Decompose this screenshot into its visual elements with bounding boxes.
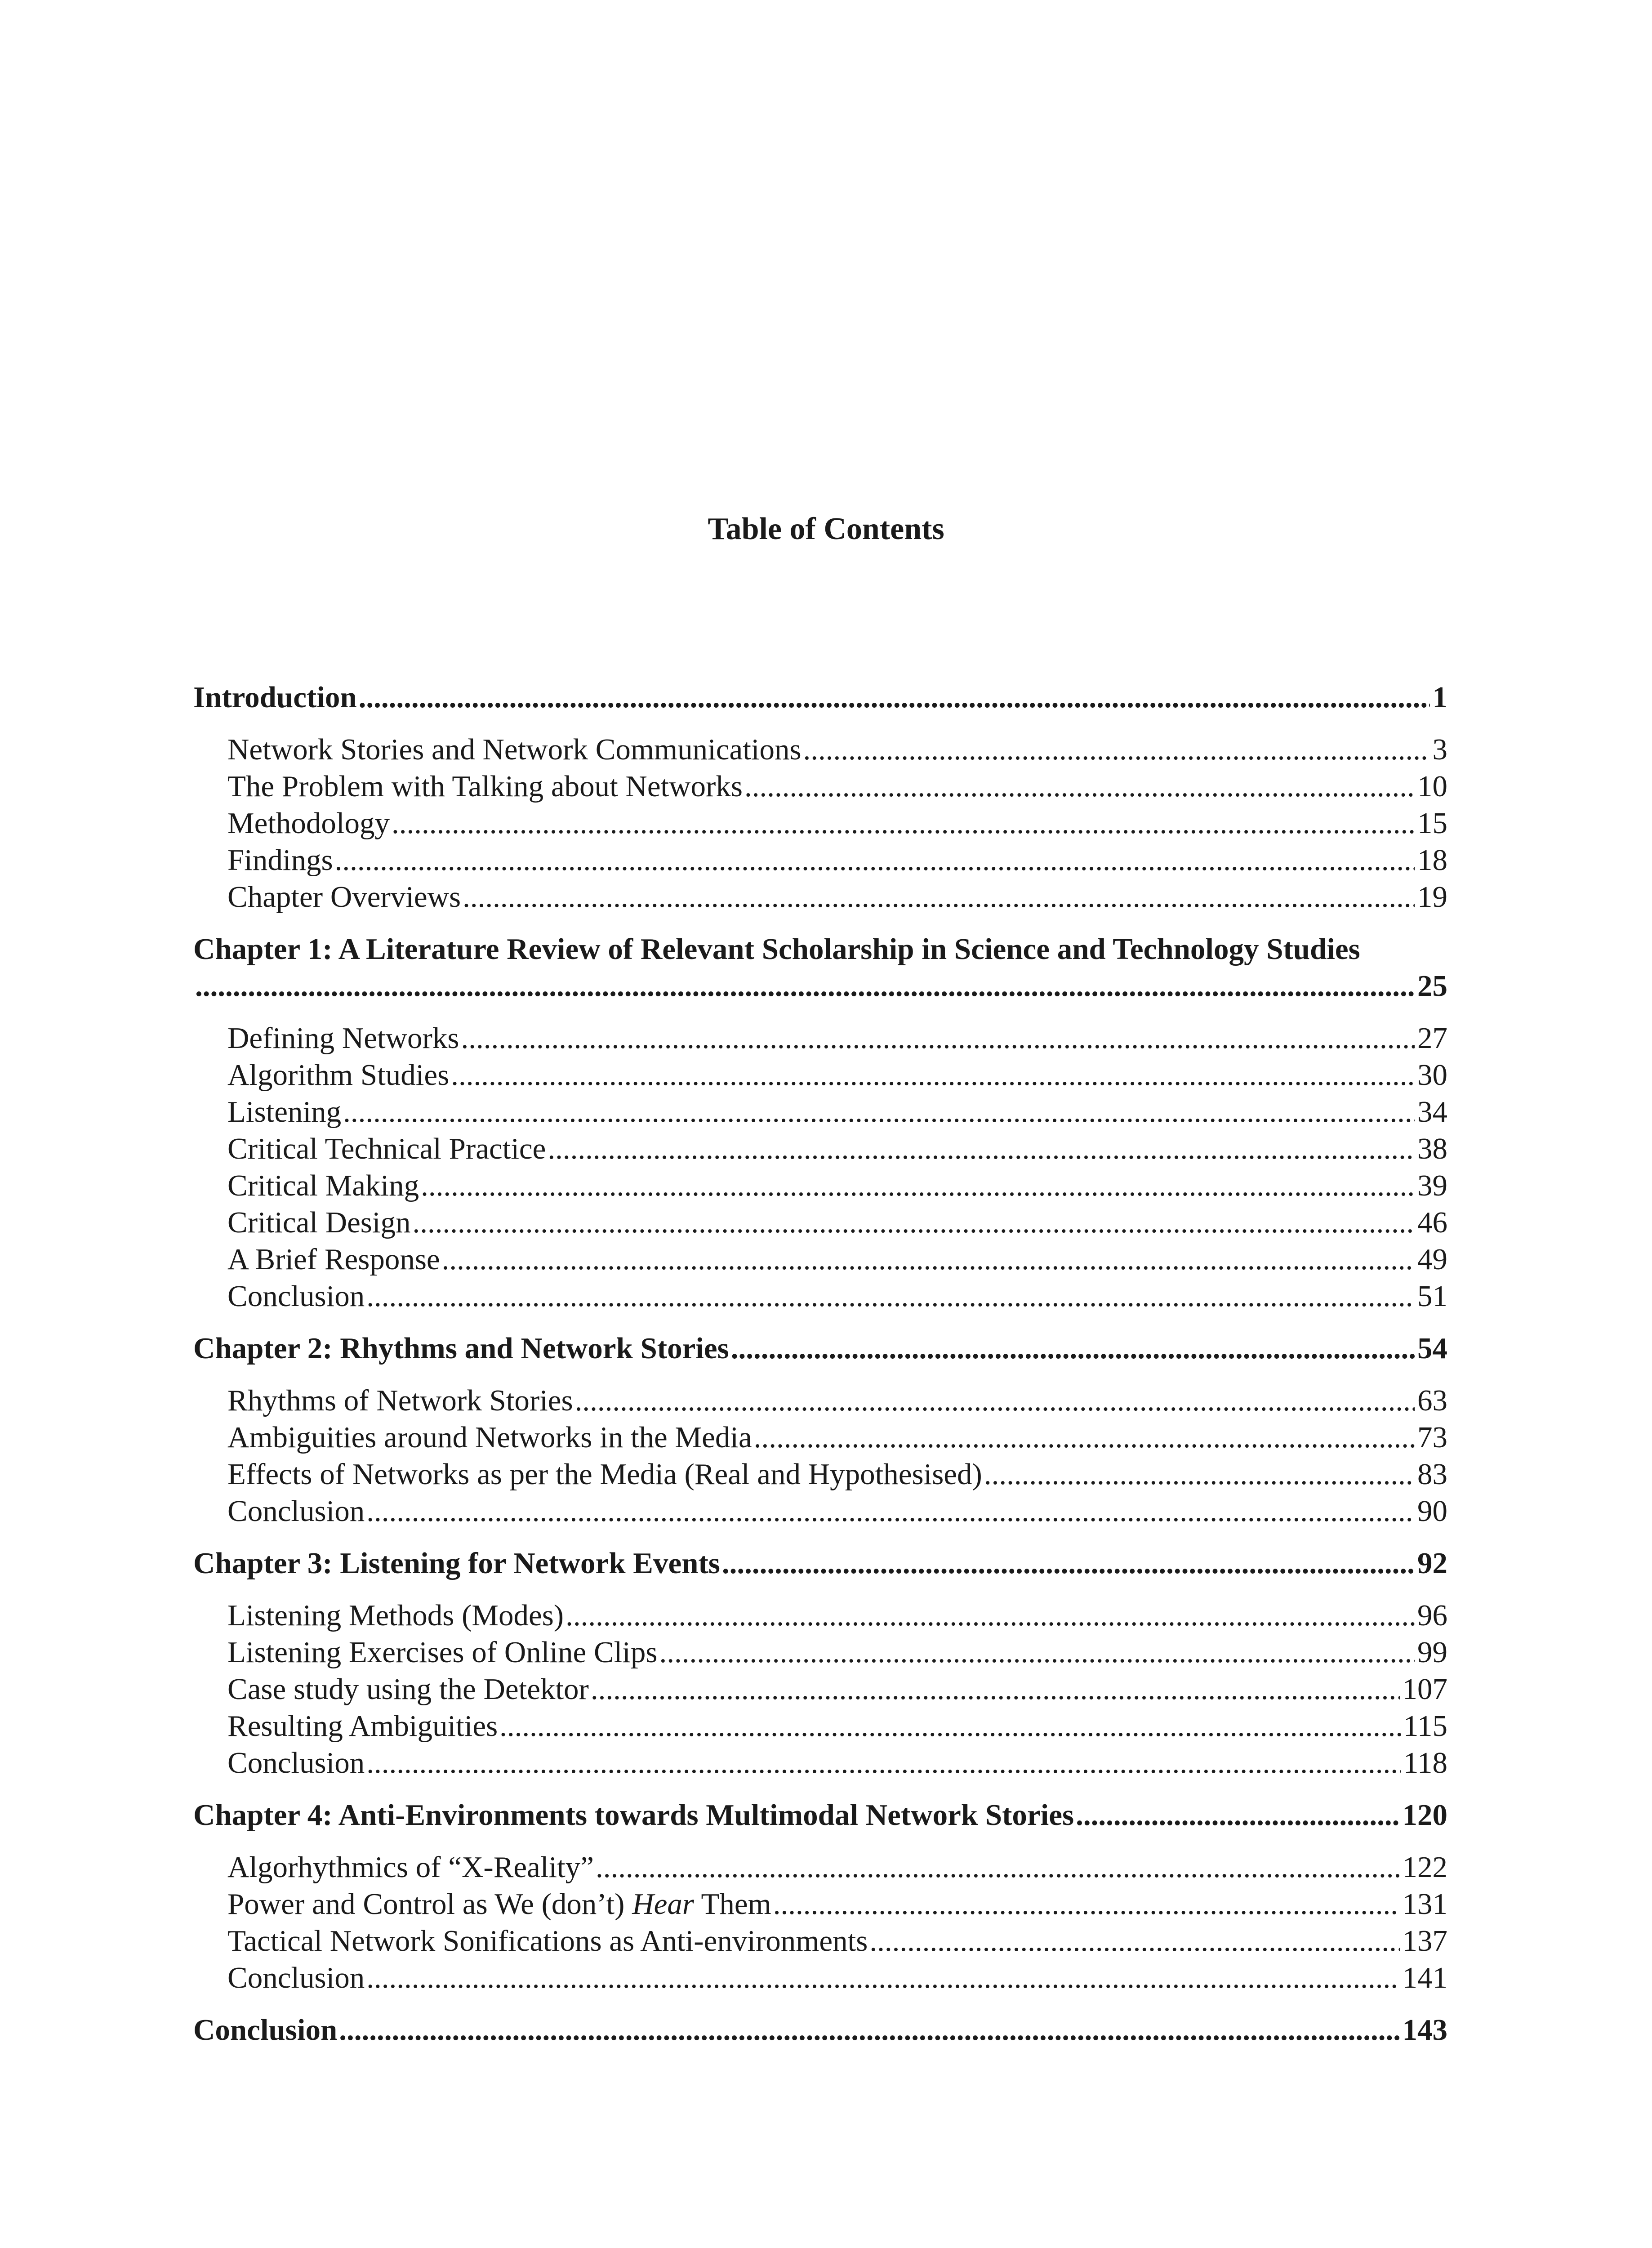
toc-section-entry-page-number: 15	[1417, 807, 1447, 840]
dot-leader	[461, 1020, 1415, 1057]
toc-section-entry[interactable]	[193, 805, 1447, 842]
toc-section-entry[interactable]	[193, 768, 1447, 805]
toc-section-entry[interactable]	[193, 1708, 1447, 1744]
toc-section-entry-title: Rhythms of Network Stories	[227, 1384, 573, 1417]
toc-section-entry-page-number: 49	[1417, 1243, 1447, 1276]
toc-section-entry-title: The Problem with Talking about Networks	[227, 770, 743, 803]
toc-section-entry[interactable]	[193, 1241, 1447, 1278]
toc-section-entry-page-number: 73	[1417, 1421, 1447, 1454]
toc-section-entry-title: Algorhythmics of “X-Reality”	[227, 1851, 594, 1884]
dot-leader	[339, 2012, 1399, 2048]
toc-chapter-entry[interactable]	[193, 679, 1447, 716]
dot-leader	[335, 842, 1415, 879]
dot-leader	[421, 1167, 1415, 1204]
toc-section-entry[interactable]	[193, 1456, 1447, 1493]
toc-section-entry[interactable]	[193, 842, 1447, 879]
dot-leader	[366, 1959, 1399, 1996]
dot-leader	[566, 1597, 1415, 1634]
toc-section-entry[interactable]	[193, 1886, 1447, 1922]
toc-section-entry-title: Power and Control as We (don’t) Hear Them	[227, 1887, 771, 1921]
toc-chapter-entry-page-number: 120	[1402, 1798, 1447, 1832]
toc-section-entry-page-number: 107	[1402, 1673, 1447, 1706]
toc-chapter-entry-title: Introduction	[193, 681, 357, 714]
dot-leader	[575, 1382, 1415, 1419]
toc-section-entry-title: Critical Design	[227, 1206, 411, 1239]
dot-leader	[548, 1130, 1415, 1167]
toc-section-entry-page-number: 122	[1402, 1851, 1447, 1884]
toc-section-entry-title: Algorithm Studies	[227, 1058, 450, 1092]
dot-leader	[1076, 1797, 1399, 1833]
toc-chapter-entry-page-number: 1	[1432, 681, 1447, 714]
toc-section-entry[interactable]	[193, 1922, 1447, 1959]
toc-section-entry[interactable]	[193, 1382, 1447, 1419]
toc-section-entry[interactable]	[193, 1020, 1447, 1057]
toc-section-entry[interactable]	[193, 1849, 1447, 1886]
toc-section-entry[interactable]	[193, 1419, 1447, 1456]
toc-section-entry-page-number: 19	[1417, 880, 1447, 914]
toc-chapter-entry-title: Chapter 4: Anti-Environments towards Multimodal Network Stories	[193, 1798, 1074, 1832]
dot-leader	[596, 1849, 1400, 1886]
toc-section-entry-page-number: 38	[1417, 1132, 1447, 1165]
toc-section-entry-title: Conclusion	[227, 1961, 365, 1994]
toc-section-entry-page-number: 27	[1417, 1021, 1447, 1055]
toc-chapter-entry-title: Chapter 3: Listening for Network Events	[193, 1547, 720, 1580]
dot-leader	[359, 679, 1430, 716]
dot-leader	[591, 1671, 1400, 1708]
toc-section-entry-title: Resulting Ambiguities	[227, 1709, 498, 1743]
dot-leader	[803, 731, 1430, 768]
dot-leader	[195, 968, 1415, 1004]
toc-section-entry[interactable]	[193, 1744, 1447, 1781]
dot-leader	[463, 879, 1415, 915]
dot-leader	[366, 1493, 1415, 1530]
toc-section-entry[interactable]	[193, 1093, 1447, 1130]
toc-section-entry[interactable]	[193, 879, 1447, 915]
dot-leader	[744, 768, 1415, 805]
toc-section-entry-page-number: 131	[1402, 1887, 1447, 1921]
page-title: Table of Contents	[708, 512, 944, 546]
toc-section-entry-page-number: 90	[1417, 1494, 1447, 1528]
toc-section-entry-page-number: 34	[1417, 1095, 1447, 1128]
toc-section-entry-title: Findings	[227, 843, 333, 877]
toc-section-entry-page-number: 30	[1417, 1058, 1447, 1092]
dot-leader	[366, 1278, 1415, 1315]
toc-section-entry[interactable]	[193, 731, 1447, 768]
toc-section-entry-page-number: 3	[1432, 733, 1447, 766]
dot-leader	[366, 1744, 1401, 1781]
toc-section-entry-page-number: 118	[1403, 1746, 1447, 1780]
toc-chapter-entry[interactable]	[193, 1797, 1447, 1833]
toc-section-entry-title: A Brief Response	[227, 1243, 440, 1276]
dot-leader	[754, 1419, 1415, 1456]
toc-section-entry[interactable]	[193, 1493, 1447, 1530]
toc-section-entry-title: Critical Technical Practice	[227, 1132, 546, 1165]
toc-section-entry-title: Chapter Overviews	[227, 880, 461, 914]
toc-section-entry-title: Effects of Networks as per the Media (Real and Hypothesised)	[227, 1458, 982, 1491]
toc-chapter-entry[interactable]	[193, 968, 1447, 1004]
toc-chapter-entry-page-number: 25	[1417, 969, 1447, 1003]
toc-section-entry-page-number: 141	[1402, 1961, 1447, 1994]
toc-section-entry-page-number: 51	[1417, 1280, 1447, 1313]
dot-leader	[451, 1057, 1415, 1093]
toc-section-entry-title: Critical Making	[227, 1169, 419, 1202]
dot-leader	[773, 1886, 1400, 1922]
toc-section-entry-page-number: 10	[1417, 770, 1447, 803]
toc-section-entry[interactable]	[193, 1597, 1447, 1634]
toc-section-entry[interactable]	[193, 1278, 1447, 1315]
toc-section-entry-page-number: 137	[1402, 1924, 1447, 1958]
toc-chapter-entry-page-number: 143	[1402, 2013, 1447, 2047]
dot-leader	[442, 1241, 1415, 1278]
toc-section-entry-page-number: 46	[1417, 1206, 1447, 1239]
toc-section-entry-page-number: 99	[1417, 1636, 1447, 1669]
dot-leader	[984, 1456, 1415, 1493]
toc-chapter-entry-title: Chapter 2: Rhythms and Network Stories	[193, 1332, 729, 1365]
toc-section-entry[interactable]	[193, 1167, 1447, 1204]
dot-leader	[413, 1204, 1415, 1241]
toc-section-entry-title: Network Stories and Network Communications	[227, 733, 802, 766]
table-of-contents	[193, 679, 1447, 2048]
toc-section-entry-title: Ambiguities around Networks in the Media	[227, 1421, 752, 1454]
toc-section-entry-title: Listening Methods (Modes)	[227, 1599, 564, 1632]
toc-section-entry[interactable]	[193, 1130, 1447, 1167]
toc-section-entry[interactable]	[193, 1204, 1447, 1241]
toc-section-entry-title: Case study using the Detektor	[227, 1673, 589, 1706]
dot-leader	[392, 805, 1415, 842]
toc-section-entry-page-number: 39	[1417, 1169, 1447, 1202]
dot-leader	[731, 1330, 1415, 1367]
toc-section-entry[interactable]	[193, 1671, 1447, 1708]
toc-section-entry-title: Defining Networks	[227, 1021, 459, 1055]
toc-section-entry[interactable]	[193, 1634, 1447, 1671]
toc-section-entry-page-number: 63	[1417, 1384, 1447, 1417]
toc-section-entry-title: Listening	[227, 1095, 342, 1128]
dot-leader	[869, 1922, 1399, 1959]
dot-leader	[722, 1545, 1415, 1582]
toc-chapter-entry-page-number: 54	[1417, 1332, 1447, 1365]
toc-chapter-entry[interactable]	[193, 1330, 1447, 1367]
toc-section-entry-page-number: 18	[1417, 843, 1447, 877]
toc-section-entry[interactable]	[193, 1959, 1447, 1996]
toc-chapter-entry[interactable]	[193, 1545, 1447, 1582]
toc-chapter-title-wrapped[interactable]: Chapter 1: A Literature Review of Relevant Scholarship in Science and Technology Studies	[193, 932, 1360, 966]
toc-section-entry-title: Methodology	[227, 807, 390, 840]
toc-section-entry[interactable]	[193, 1057, 1447, 1093]
toc-chapter-entry-title: Conclusion	[193, 2013, 338, 2047]
toc-section-entry-title: Conclusion	[227, 1280, 365, 1313]
toc-section-entry-title: Listening Exercises of Online Clips	[227, 1636, 658, 1669]
toc-chapter-entry-page-number: 92	[1417, 1547, 1447, 1580]
dot-leader	[499, 1708, 1401, 1744]
toc-section-entry-page-number: 96	[1417, 1599, 1447, 1632]
toc-section-entry-page-number: 115	[1403, 1709, 1447, 1743]
toc-chapter-entry[interactable]	[193, 2012, 1447, 2048]
dot-leader	[659, 1634, 1415, 1671]
dot-leader	[343, 1093, 1415, 1130]
toc-section-entry-title: Conclusion	[227, 1746, 365, 1780]
toc-section-entry-page-number: 83	[1417, 1458, 1447, 1491]
toc-section-entry-title: Tactical Network Sonifications as Anti-environments	[227, 1924, 868, 1958]
toc-section-entry-title: Conclusion	[227, 1494, 365, 1528]
